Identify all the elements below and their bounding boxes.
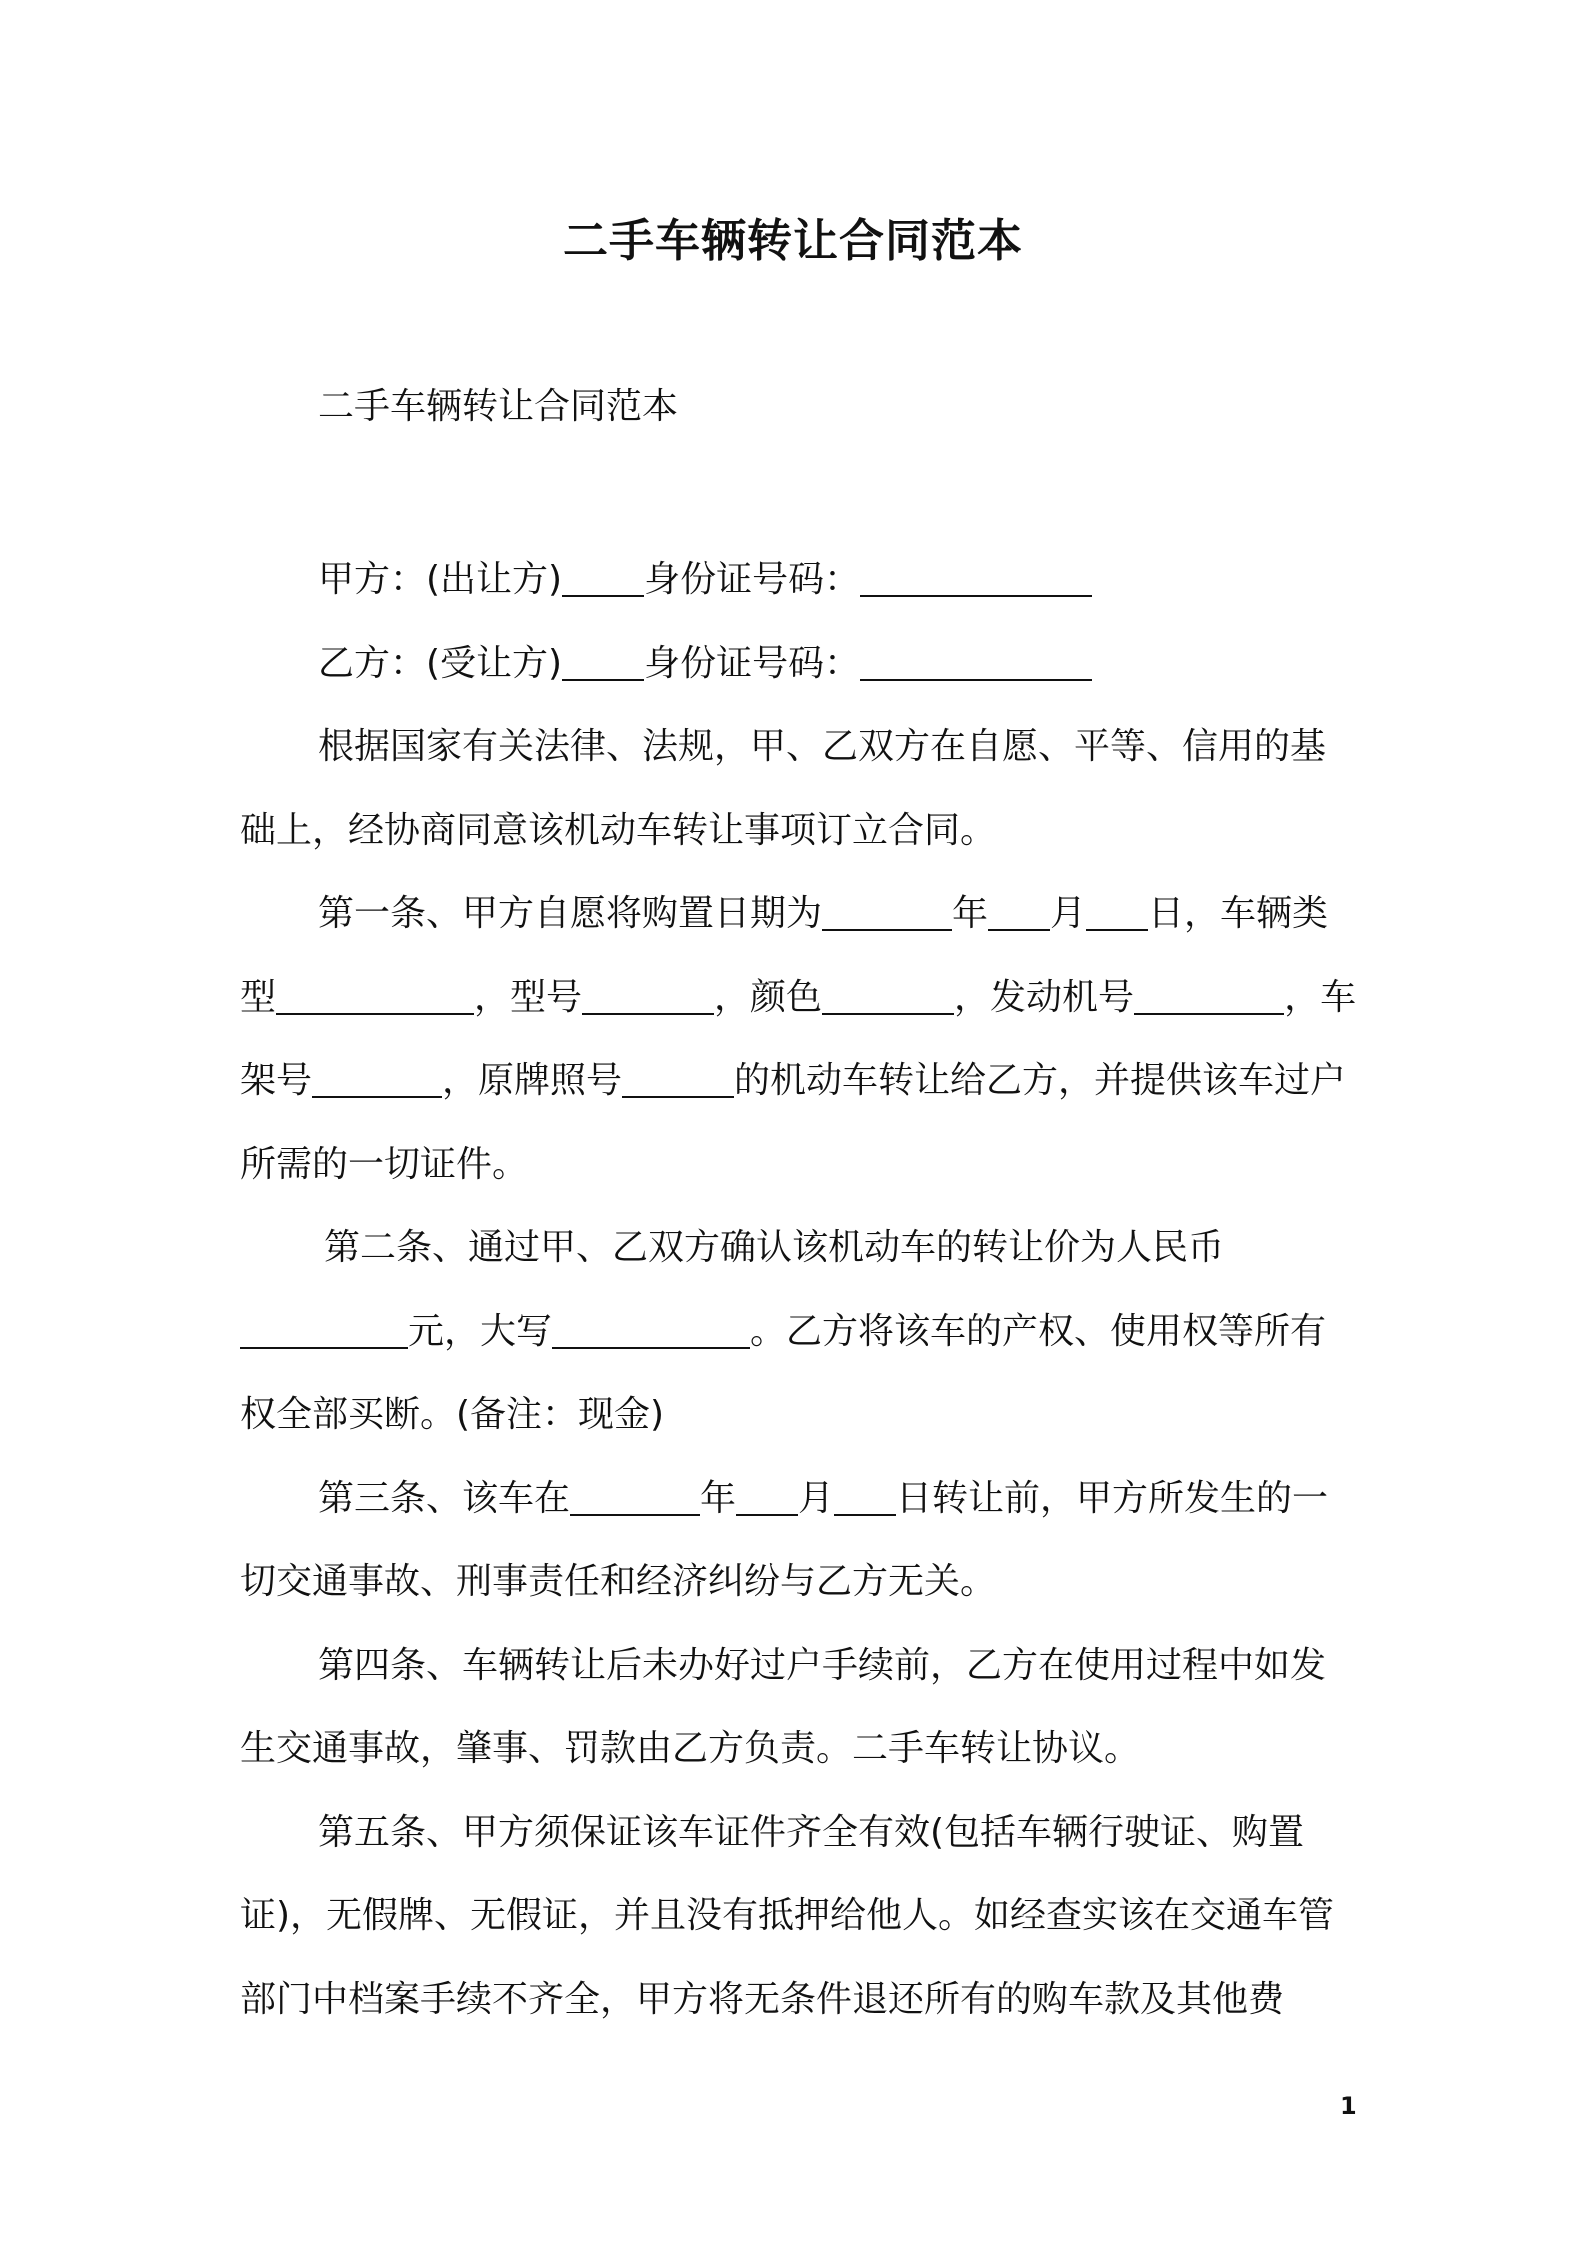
blank	[312, 1064, 442, 1098]
party-b-id-blank	[860, 647, 1092, 681]
art1-month: 月	[1050, 893, 1087, 934]
intro-paragraph: 根据国家有关法律、法规，甲、乙双方在自愿、平等、信用的基础上，经协商同意该机动车转让事项订立合同。	[240, 726, 1327, 851]
blank	[276, 981, 474, 1015]
blank	[570, 1482, 700, 1516]
party-a-id-label: 身份证号码：	[644, 559, 861, 600]
art1-day: 日，车辆类型	[240, 893, 1329, 1018]
document-title: 二手车辆转让合同范本	[562, 214, 1023, 267]
blank	[736, 1482, 798, 1516]
blank	[240, 1315, 408, 1349]
blank	[822, 981, 954, 1015]
article-5: 第五条、甲方须保证该车证件齐全有效(包括车辆行驶证、购置证)，无假牌、无假证，并且没有抵押给他人。如经查实该在交通车管部门中档案手续不齐全，甲方将无条件退还所有的购车款及其他费	[240, 1811, 1335, 2020]
art2-yuan: 元，大写	[408, 1310, 553, 1352]
party-a-line	[240, 538, 1360, 622]
art1-year: 年	[952, 893, 989, 934]
art1-end: 的机动车转让给乙方，并提供该车过户所需的一切证件。	[240, 1060, 1347, 1185]
blank	[834, 1482, 896, 1516]
party-a-id-blank	[860, 563, 1092, 597]
party-b-label: 乙方：(受让方)	[318, 642, 563, 684]
party-b-line	[240, 622, 1360, 706]
art1-color: ，颜色	[714, 976, 823, 1018]
blank	[1086, 897, 1148, 931]
party-b-id-label: 身份证号码：	[644, 642, 861, 684]
blank	[988, 897, 1050, 931]
article-4: 第四条、车辆转让后未办好过户手续前，乙方在使用过程中如发生交通事故，肇事、罚款由乙方负责。二手车转让协议。	[240, 1644, 1327, 1769]
art1-frame: ，车架号	[240, 976, 1357, 1101]
art2-text: 第二条、通过甲、乙双方确认该机动车的转让价为人民币	[324, 1227, 1225, 1268]
blank	[582, 981, 714, 1015]
blank	[822, 897, 952, 931]
blank	[622, 1064, 734, 1098]
art2-end: 。乙方将该车的产权、使用权等所有权全部买断。(备注：现金)	[240, 1310, 1327, 1435]
document-subtitle: 二手车辆转让合同范本	[318, 386, 679, 427]
art1-model: ，型号	[474, 976, 583, 1018]
party-a-name-blank	[562, 563, 644, 597]
article-3	[240, 1457, 1360, 1624]
blank	[552, 1315, 750, 1349]
art1-engine: ，发动机号	[954, 976, 1135, 1018]
party-b-name-blank	[562, 647, 644, 681]
page-number: 1	[1340, 2092, 1357, 2120]
art3-month: 月	[798, 1477, 835, 1519]
article-2	[240, 1206, 1360, 1457]
article-1	[240, 872, 1360, 1206]
party-a-label: 甲方：(出让方)	[318, 559, 563, 600]
art3-year: 年	[700, 1477, 737, 1519]
blank	[1134, 981, 1284, 1015]
art3-text: 第三条、该车在	[318, 1477, 571, 1519]
contract-body	[240, 538, 1360, 2041]
art3-end: 日转让前，甲方所发生的一切交通事故、刑事责任和经济纠纷与乙方无关。	[240, 1477, 1329, 1602]
art1-text: 第一条、甲方自愿将购置日期为	[318, 893, 823, 934]
art1-plate: ，原牌照号	[442, 1060, 623, 1101]
